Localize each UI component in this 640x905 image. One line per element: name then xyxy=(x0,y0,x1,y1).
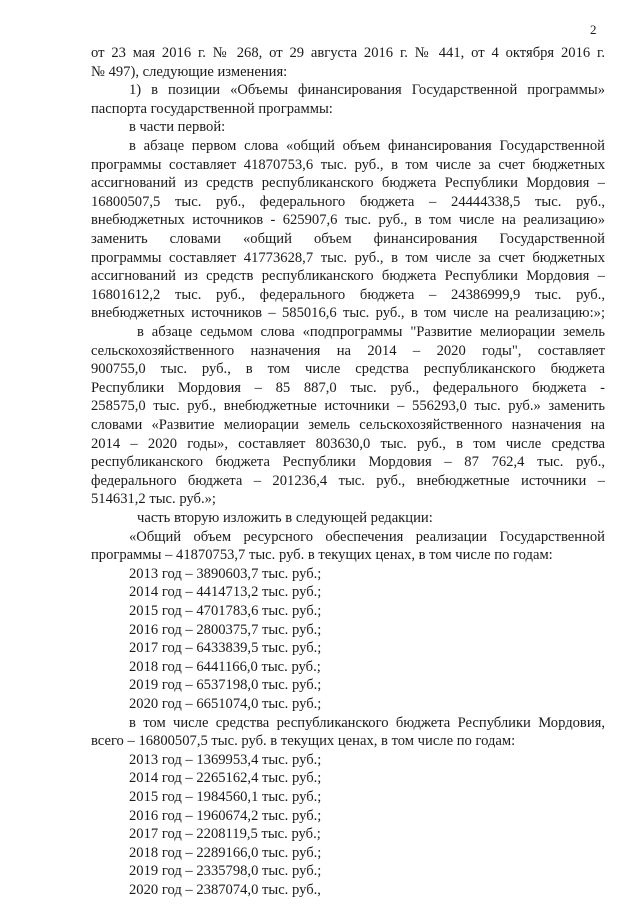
year-line: 2015 год – 4701783,6 тыс. руб.; xyxy=(129,603,322,619)
text-line: «Общий объем ресурсного обеспечения реализации Государственной xyxy=(129,528,605,545)
text-line: программы составляет 41870753,6 тыс. руб., в том числе за счет бюджетных xyxy=(91,156,605,173)
text-line: ассигнований из средств республиканского бюджета Республики Мордовия – xyxy=(91,175,605,192)
text-line: ассигнований из средств республиканского бюджета Республики Мордовия – xyxy=(91,268,605,285)
year-line: 2018 год – 6441166,0 тыс. руб.; xyxy=(129,658,321,675)
page-number: 2 xyxy=(590,22,597,37)
year-line: 2017 год – 6433839,5 тыс. руб.; xyxy=(129,640,322,657)
text-line: республиканского бюджета Республики Мордовия – 87 762,4 тыс. руб., xyxy=(91,454,605,471)
text-line: 514631,2 тыс. руб.»; xyxy=(91,491,216,508)
text-line: всего – 16800507,5 тыс. руб. в текущих ценах, в том числе по годам: xyxy=(91,733,516,750)
year-line: 2020 год – 6651074,0 тыс. руб.; xyxy=(129,696,322,712)
text-line: заменить словами «общий объем финансирования Государственной xyxy=(91,231,605,247)
text-line: внебюджетных источников - 625907,6 тыс. руб., в том числе на реализацию» xyxy=(91,212,605,229)
year-line: 2019 год – 6537198,0 тыс. руб.; xyxy=(129,677,322,694)
text-line: программы составляет 41773628,7 тыс. руб., в том числе за счет бюджетных xyxy=(91,249,605,266)
text-line: 900755,0 тыс. руб., в том числе средства республиканского бюджета xyxy=(91,361,605,378)
year-line: 2016 год – 1960674,2 тыс. руб.; xyxy=(129,807,322,824)
text-line: 16800507,5 тыс. руб., федерального бюджета – 24444338,5 тыс. руб., xyxy=(91,193,605,210)
text-line: от 23 мая 2016 г. № 268, от 29 августа 2016 г. № 441, от 4 октября 2016 г. xyxy=(91,45,605,61)
text-line: сельскохозяйственного назначения на 2014 – 2020 годы", составляет xyxy=(91,342,605,359)
year-line: 2017 год – 2208119,5 тыс. руб.; xyxy=(129,826,321,843)
year-line: 2014 год – 2265162,4 тыс. руб.; xyxy=(129,770,322,787)
text-line: в абзаце первом слова «общий объем финансирования Государственной xyxy=(129,138,605,154)
text-line: федерального бюджета – 201236,4 тыс. руб., внебюджетные источники – xyxy=(91,472,605,489)
text-line: 16801612,2 тыс. руб., федерального бюджета – 24386999,9 тыс. руб., xyxy=(91,286,605,303)
text-line: Республики Мордовия – 85 887,0 тыс. руб., федерального бюджета - xyxy=(91,379,605,396)
year-line: 2016 год – 2800375,7 тыс. руб.; xyxy=(129,621,322,638)
text-line: в абзаце седьмом слова «подпрограммы "Развитие мелиорации земель xyxy=(137,324,605,340)
text-line: часть вторую изложить в следующей редакции: xyxy=(137,510,433,526)
text-line: внебюджетных источников – 585016,6 тыс. руб., в том числе на реализацию:»; xyxy=(91,305,605,322)
year-line: 2015 год – 1984560,1 тыс. руб.; xyxy=(129,789,322,805)
text-line: в части первой: xyxy=(129,119,226,136)
text-line: 1) в позиции «Объемы финансирования Государственной программы» xyxy=(129,82,605,99)
text-line: программы – 41870753,7 тыс. руб. в текущих ценах, в том числе по годам: xyxy=(91,547,553,564)
year-line: 2020 год – 2387074,0 тыс. руб., xyxy=(129,882,321,898)
text-line: в том числе средства республиканского бюджета Республики Мордовия, xyxy=(129,714,605,731)
text-line: 258575,0 тыс. руб., внебюджетные источники – 556293,0 тыс. руб.» заменить xyxy=(91,398,605,415)
year-line: 2013 год – 1369953,4 тыс. руб.; xyxy=(129,751,322,768)
year-line: 2014 год – 4414713,2 тыс. руб.; xyxy=(129,584,322,601)
text-line: паспорта государственной программы: xyxy=(91,100,333,117)
year-line: 2013 год – 3890603,7 тыс. руб.; xyxy=(129,565,322,582)
year-line: 2019 год – 2335798,0 тыс. руб.; xyxy=(129,863,322,880)
text-line: № 497), следующие изменения: xyxy=(91,63,288,80)
text-line: 2014 – 2020 годы», составляет 803630,0 тыс. руб., в том числе средства xyxy=(91,435,605,452)
text-line: словами «Развитие мелиорации земель сельскохозяйственного назначения на xyxy=(91,417,605,433)
year-line: 2018 год – 2289166,0 тыс. руб.; xyxy=(129,844,322,861)
